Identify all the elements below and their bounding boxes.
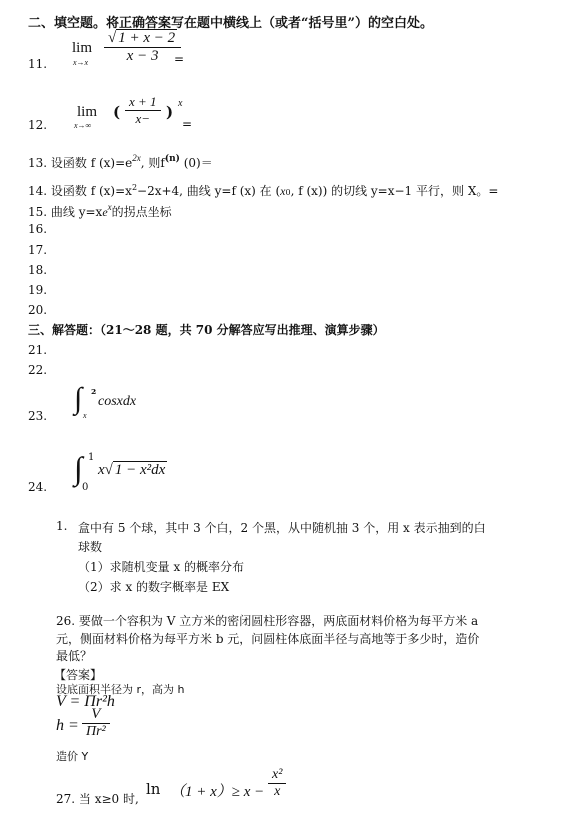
integrand: cosxdx <box>98 394 137 409</box>
left-paren: ( <box>113 103 121 121</box>
question-text-line1: 26. 要做一个容积为 V 立方米的密闭圆柱形容器，两底面材料价格为每平方米 a <box>56 614 479 628</box>
question-21: 21. <box>28 343 48 357</box>
upper-limit: 1 <box>88 452 95 463</box>
question-22: 22. <box>28 363 48 377</box>
q14-square: 2 <box>131 183 138 192</box>
integrand <box>98 462 167 479</box>
q14-text-a: 14. 设函数 f (x)=x <box>28 184 132 198</box>
question-number: 12. <box>28 118 48 132</box>
equals-sign: = <box>182 117 193 131</box>
question-15 <box>28 203 172 220</box>
question-20: 20. <box>28 303 48 317</box>
sub-question-2: （2）求 x 的数字概率是 EX <box>78 580 230 594</box>
exponent: x <box>178 98 183 109</box>
q14-x0-sub: 0 <box>285 188 291 197</box>
question-19: 19. <box>28 283 48 297</box>
fraction <box>125 94 161 127</box>
inequality-expression: （1 + x）≥ x − <box>170 784 265 800</box>
integral-sign: ∫ <box>74 382 83 415</box>
q14-x0: x <box>280 184 286 198</box>
q14-text-c: , f (x)) 的切线 y=x−1 平行，则 X。= <box>290 184 499 198</box>
question-text-line2: 球数 <box>78 540 103 554</box>
sqrt-sign: √ <box>104 462 113 478</box>
lower-limit: x <box>83 411 87 420</box>
question-18: 18. <box>28 263 48 277</box>
limit-subscript: x→x <box>73 58 89 67</box>
fraction <box>104 30 181 65</box>
question-13 <box>28 154 213 171</box>
ln-operator: ln <box>146 780 161 798</box>
question-number: 1. <box>56 519 68 533</box>
integrand-x: x <box>98 462 105 478</box>
cost-label: 造价 Y <box>56 750 89 763</box>
question-text-line2: 元，侧面材料价格为每平方米 b 元，问圆柱体底面半径与高地等于多少时，造价 <box>56 632 480 646</box>
sub-question-1: （1）求随机变量 x 的概率分布 <box>78 560 245 574</box>
question-text-line3: 最低？ <box>56 649 93 663</box>
question-14 <box>28 182 498 199</box>
lower-limit: 0 <box>82 482 89 493</box>
limit-operator: lim <box>77 104 98 120</box>
volume-equation: V = Πr²h <box>56 693 115 710</box>
q15-e: e <box>102 205 108 219</box>
question-number: 23. <box>28 409 48 423</box>
q13-text-b: , 则f <box>140 156 165 170</box>
numerator: x² <box>272 767 283 782</box>
denominator: x − 3 <box>126 48 159 64</box>
q15-text-b: 的拐点坐标 <box>111 205 172 219</box>
q13-derivative-order: (n) <box>164 154 180 164</box>
sqrt-sign: √ <box>108 30 117 46</box>
answer-tag: 【答案】 <box>54 668 103 682</box>
right-paren: ) <box>166 103 174 121</box>
q15-exponent: x <box>107 202 112 212</box>
section-2-header: 二、填空题。将正确答案写在题中横线上（或者“括号里”）的空白处。 <box>28 16 433 31</box>
q14-text-b: −2x+4, 曲线 y=f (x) 在 ( <box>137 184 281 198</box>
q13-text-a: 13. 设函数 f (x)=e <box>28 156 133 170</box>
denominator: x <box>274 784 281 799</box>
limit-operator: lim <box>72 40 93 56</box>
denominator: Πr² <box>86 724 106 739</box>
question-number: 11. <box>28 57 48 71</box>
radicand: 1 − x²dx <box>114 462 166 478</box>
question-17: 17. <box>28 243 48 257</box>
limit-subscript: x→∞ <box>74 121 92 130</box>
q13-text-c: (0)＝ <box>179 156 213 170</box>
height-equation-lhs: h = <box>56 717 79 734</box>
q13-exponent: 2x <box>132 153 141 163</box>
question-16: 16. <box>28 222 48 236</box>
height-fraction <box>82 706 110 740</box>
question-text-line1: 盒中有 5 个球，其中 3 个白，2 个黑，从中随机抽 3 个，用 x 表示抽到的白 <box>78 521 486 535</box>
fraction <box>268 767 286 800</box>
denominator: x− <box>135 111 151 126</box>
question-number: 24. <box>28 480 48 494</box>
q15-text-a: 15. 曲线 y=x <box>28 205 103 219</box>
upper-limit: ² <box>91 387 97 401</box>
integral-sign: ∫ <box>74 450 83 486</box>
question-text: 27. 当 x≥0 时, <box>56 792 139 806</box>
equals-sign: = <box>174 52 185 66</box>
radicand: 1 + x − 2 <box>118 30 176 46</box>
numerator: x + 1 <box>129 94 157 109</box>
numerator: V <box>91 706 101 722</box>
section-3-header: 三、解答题：（21～28 题，共 70 分解答应写出推理、演算步骤） <box>28 323 385 337</box>
answer-setup: 设底面积半径为 r，高为 h <box>56 683 185 696</box>
